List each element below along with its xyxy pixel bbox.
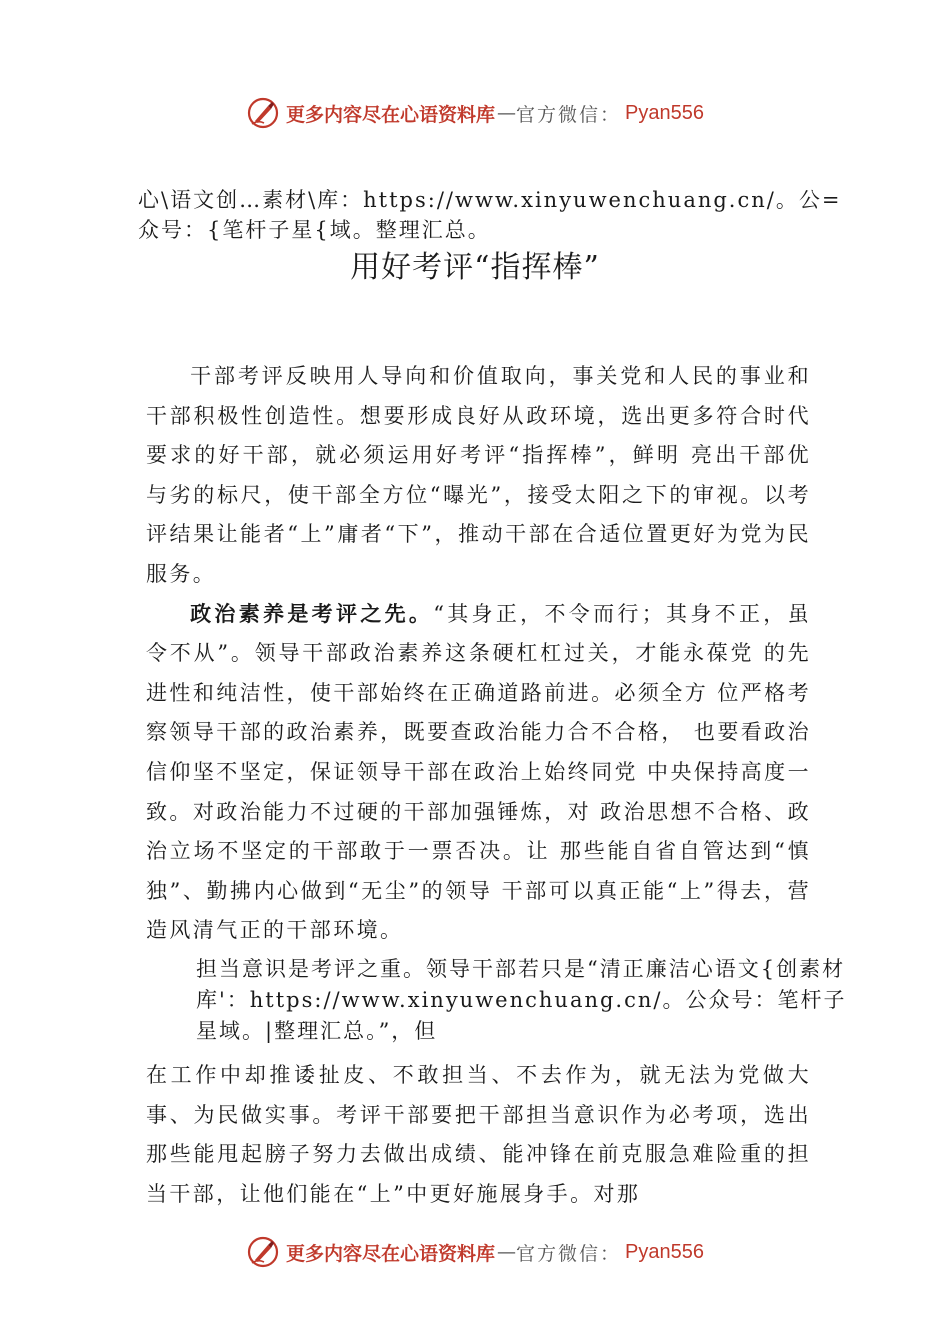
paragraph-1: 干部考评反映用人导向和价值取向，事关党和人民的事业和干部积极性创造性。想要形成良好从政环境，选出更多符合时代要求的好干部，就必须运用好考评“指挥棒”，鲜明 亮出干部优与劣的标尺，使干部全方位“曝光”，接受太阳之下的审视。以考评结果让能者“上”庸者“下”，推动干部在合适位置更好为党为民服务。 [146, 364, 811, 586]
header-banner [0, 93, 950, 133]
wechat-label: 官方微信： [516, 1242, 622, 1265]
wechat-id: Pyan556 [625, 101, 704, 124]
brand-name: 更多内容尽在心语资料库 [286, 1242, 496, 1265]
brand-name: 更多内容尽在心语资料库 [286, 103, 496, 126]
brand-separator: — [497, 102, 517, 124]
wechat-label: 官方微信： [516, 103, 622, 126]
pen-seal-icon [246, 96, 280, 130]
wechat-id: Pyan556 [625, 1240, 704, 1263]
footer-banner [0, 1232, 950, 1272]
pen-seal-icon [246, 1235, 280, 1269]
brand-separator: — [497, 1241, 517, 1263]
paragraph-2 [146, 595, 811, 951]
source-note: 心\语文创…素材\库：https://www.xinyuwenchuang.cn/。公=众号：{笔杆子星{域。整理汇总。 [138, 188, 842, 242]
paragraph-2-lead: 政治素养是考评之先。 [190, 601, 434, 626]
paragraph-3-note: 担当意识是考评之重。领导干部若只是“清正廉洁心语文{创素材库'：https://www.xinyuwenchuang.cn/。公众号：笔杆子星域。|整理汇总。”，但 [196, 957, 847, 1043]
article-body-continued [146, 1056, 811, 1214]
paragraph-3-text: 在工作中却推诿扯皮、不敢担当、不去作为，就无法为党做大事、为民做实事。考评干部要把干部担当意识作为必考项，选出那些能甩起膀子努力去做出成绩、能冲锋在前克服急难险重的担当干部，让他们能在“上”中更好施展身手。对那 [146, 1063, 811, 1206]
article-body [146, 357, 811, 951]
page-title: 用好考评“指挥棒” [350, 250, 600, 285]
paragraph-2-text: “其身正，不令而行；其身不正，虽令不从”。领导干部政治素养这条硬杠杠过关，才能永葆党 的先进性和纯洁性，使干部始终在正确道路前进。必须全方 位严格考察领导干部的政治素养，既要查政治能力合不合格， 也要看政治信仰坚不坚定，保证领导干部在政治上始终同党 中央保持高度一致。对政治能力不过硬的干部加强锤炼，对 政治思想不合格、政治立场不坚定的干部敢于一票否决。让 那些能自省自管达到“慎独”、勤拂内心做到“无尘”的领导 干部可以真正能“上”得去，营造风清气正的干部环境。 [146, 601, 811, 943]
